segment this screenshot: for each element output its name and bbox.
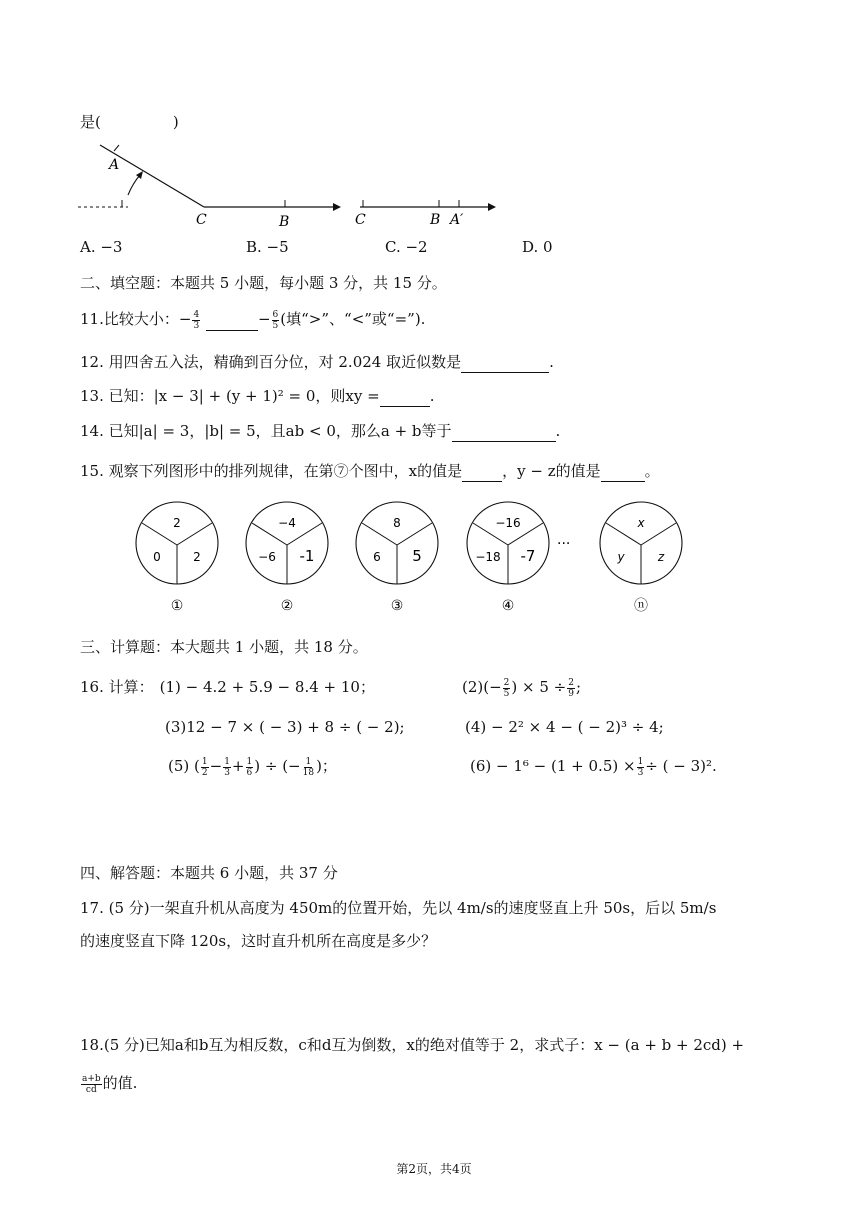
- circle-diagram-4: [467, 502, 549, 614]
- circle-2-right-value: -1: [299, 547, 315, 565]
- label-b2: B: [430, 212, 441, 228]
- label-a-prime: A′: [450, 212, 464, 228]
- segment-ac: [100, 145, 204, 207]
- section-4-title: 四、解答题：本题共 6 小题，共 37 分: [80, 864, 338, 882]
- circle-5-top-value: x: [637, 516, 645, 530]
- q15-blank-x: [462, 467, 502, 482]
- circle-diagram-2: [246, 502, 328, 614]
- q18-line2: $\frac{a+b}{cd}$ 的值.: [82, 1073, 138, 1095]
- circle-diagram-3: [356, 502, 438, 614]
- label-b1: B: [279, 214, 290, 230]
- circle-4-top-value: −16: [495, 516, 521, 530]
- circle-5-right-value: z: [657, 550, 665, 564]
- q11: 11.比较大小：− $\frac{4}{3}$ − $\frac{6}{5}$ (填“>”、“<”或“=”).: [80, 309, 426, 331]
- circle-3-right-value: 5: [412, 547, 422, 565]
- circle-2-label: ②: [280, 598, 294, 614]
- section-2-title: 二、填空题：本题共 5 小题，每小题 3 分，共 15 分。: [80, 274, 447, 292]
- page-footer: 第2页，共4页: [396, 1162, 472, 1176]
- circle-diagram-1: [136, 502, 218, 614]
- option-c: C. −2: [385, 238, 428, 256]
- circle-1-right-value: 2: [193, 550, 201, 564]
- circle-5-left-value: y: [617, 550, 625, 564]
- circle-diagram-5: [600, 502, 682, 614]
- q16-p5: (5) ( $\frac{1}{2}$ − $\frac{1}{3}$ + $\frac{1}{6}$ ) ÷ (− $\frac{1}{18}$ )；: [168, 756, 337, 778]
- q14: 14. 已知|a| = 3，|b| = 5，且ab < 0，那么a + b等于 .: [80, 422, 561, 440]
- q16-p6: (6) − 1⁶ − (1 + 0.5) × $\frac{1}{3}$ ÷ ( − 3)².: [470, 756, 717, 778]
- q14-blank: [452, 427, 556, 442]
- q12-blank: [461, 358, 549, 373]
- q11-blank: [206, 316, 258, 331]
- q17-line2: 的速度竖直下降 120s，这时直升机所在高度是多少？: [80, 932, 437, 950]
- option-b: B. −5: [246, 238, 289, 256]
- q13: 13. 已知：|x − 3| + (y + 1)² = 0，则xy = .: [80, 387, 435, 405]
- q16-row1: 16. 计算： (1) − 4.2 + 5.9 − 8.4 + 10；: [80, 678, 375, 696]
- q16-p3: (3)12 − 7 × ( − 3) + 8 ÷ ( − 2);: [165, 718, 405, 736]
- circle-3-top-value: 8: [393, 516, 401, 530]
- circle-3-label: ③: [390, 598, 404, 614]
- circle-1-label: ①: [170, 598, 184, 614]
- q15: 15. 观察下列图形中的排列规律，在第⑦个图中，x的值是 ，y − z的值是 。: [80, 462, 660, 480]
- circle-4-label: ④: [501, 598, 515, 614]
- label-a: A: [109, 157, 120, 173]
- circle-3-left-value: 6: [373, 550, 381, 564]
- circle-4-left-value: −18: [475, 550, 501, 564]
- circle-4-right-value: -7: [520, 547, 536, 565]
- q16-p2: (2)(− $\frac{2}{5}$ ) × 5 ÷ $\frac{2}{9}$ ;: [462, 677, 582, 699]
- option-d: D. 0: [522, 238, 553, 256]
- q15-blank-yz: [601, 467, 645, 482]
- q13-blank: [380, 392, 430, 407]
- q15-figure: [130, 500, 700, 615]
- q18-line1: 18.(5 分)已知a和b互为相反数，c和d互为倒数，x的绝对值等于 2，求式子：x − (a + b + 2cd) +: [80, 1036, 745, 1054]
- section-3-title: 三、计算题：本大题共 1 小题，共 18 分。: [80, 638, 368, 656]
- q17-line1: 17. (5 分)一架直升机从高度为 450m的位置开始，先以 4m/s的速度竖直上升 50s，后以 5m/s: [80, 899, 717, 917]
- circle-2-top-value: −4: [278, 516, 296, 530]
- label-c1: C: [196, 212, 207, 228]
- ellipsis: ···: [557, 536, 571, 552]
- q16-p4: (4) − 2² × 4 − ( − 2)³ ÷ 4;: [465, 718, 664, 736]
- label-c2: C: [355, 212, 366, 228]
- q10-stem: 是( ): [80, 113, 179, 131]
- circle-1-left-value: 0: [153, 550, 161, 564]
- rotation-arrow-icon: [128, 175, 140, 195]
- q10-figure: [78, 140, 508, 230]
- circle-5-label: ⓝ: [634, 598, 648, 614]
- option-a: A. −3: [80, 238, 123, 256]
- circle-2-left-value: −6: [258, 550, 276, 564]
- circle-1-top-value: 2: [173, 516, 181, 530]
- q12: 12. 用四舍五入法，精确到百分位，对 2.024 取近似数是 .: [80, 353, 554, 371]
